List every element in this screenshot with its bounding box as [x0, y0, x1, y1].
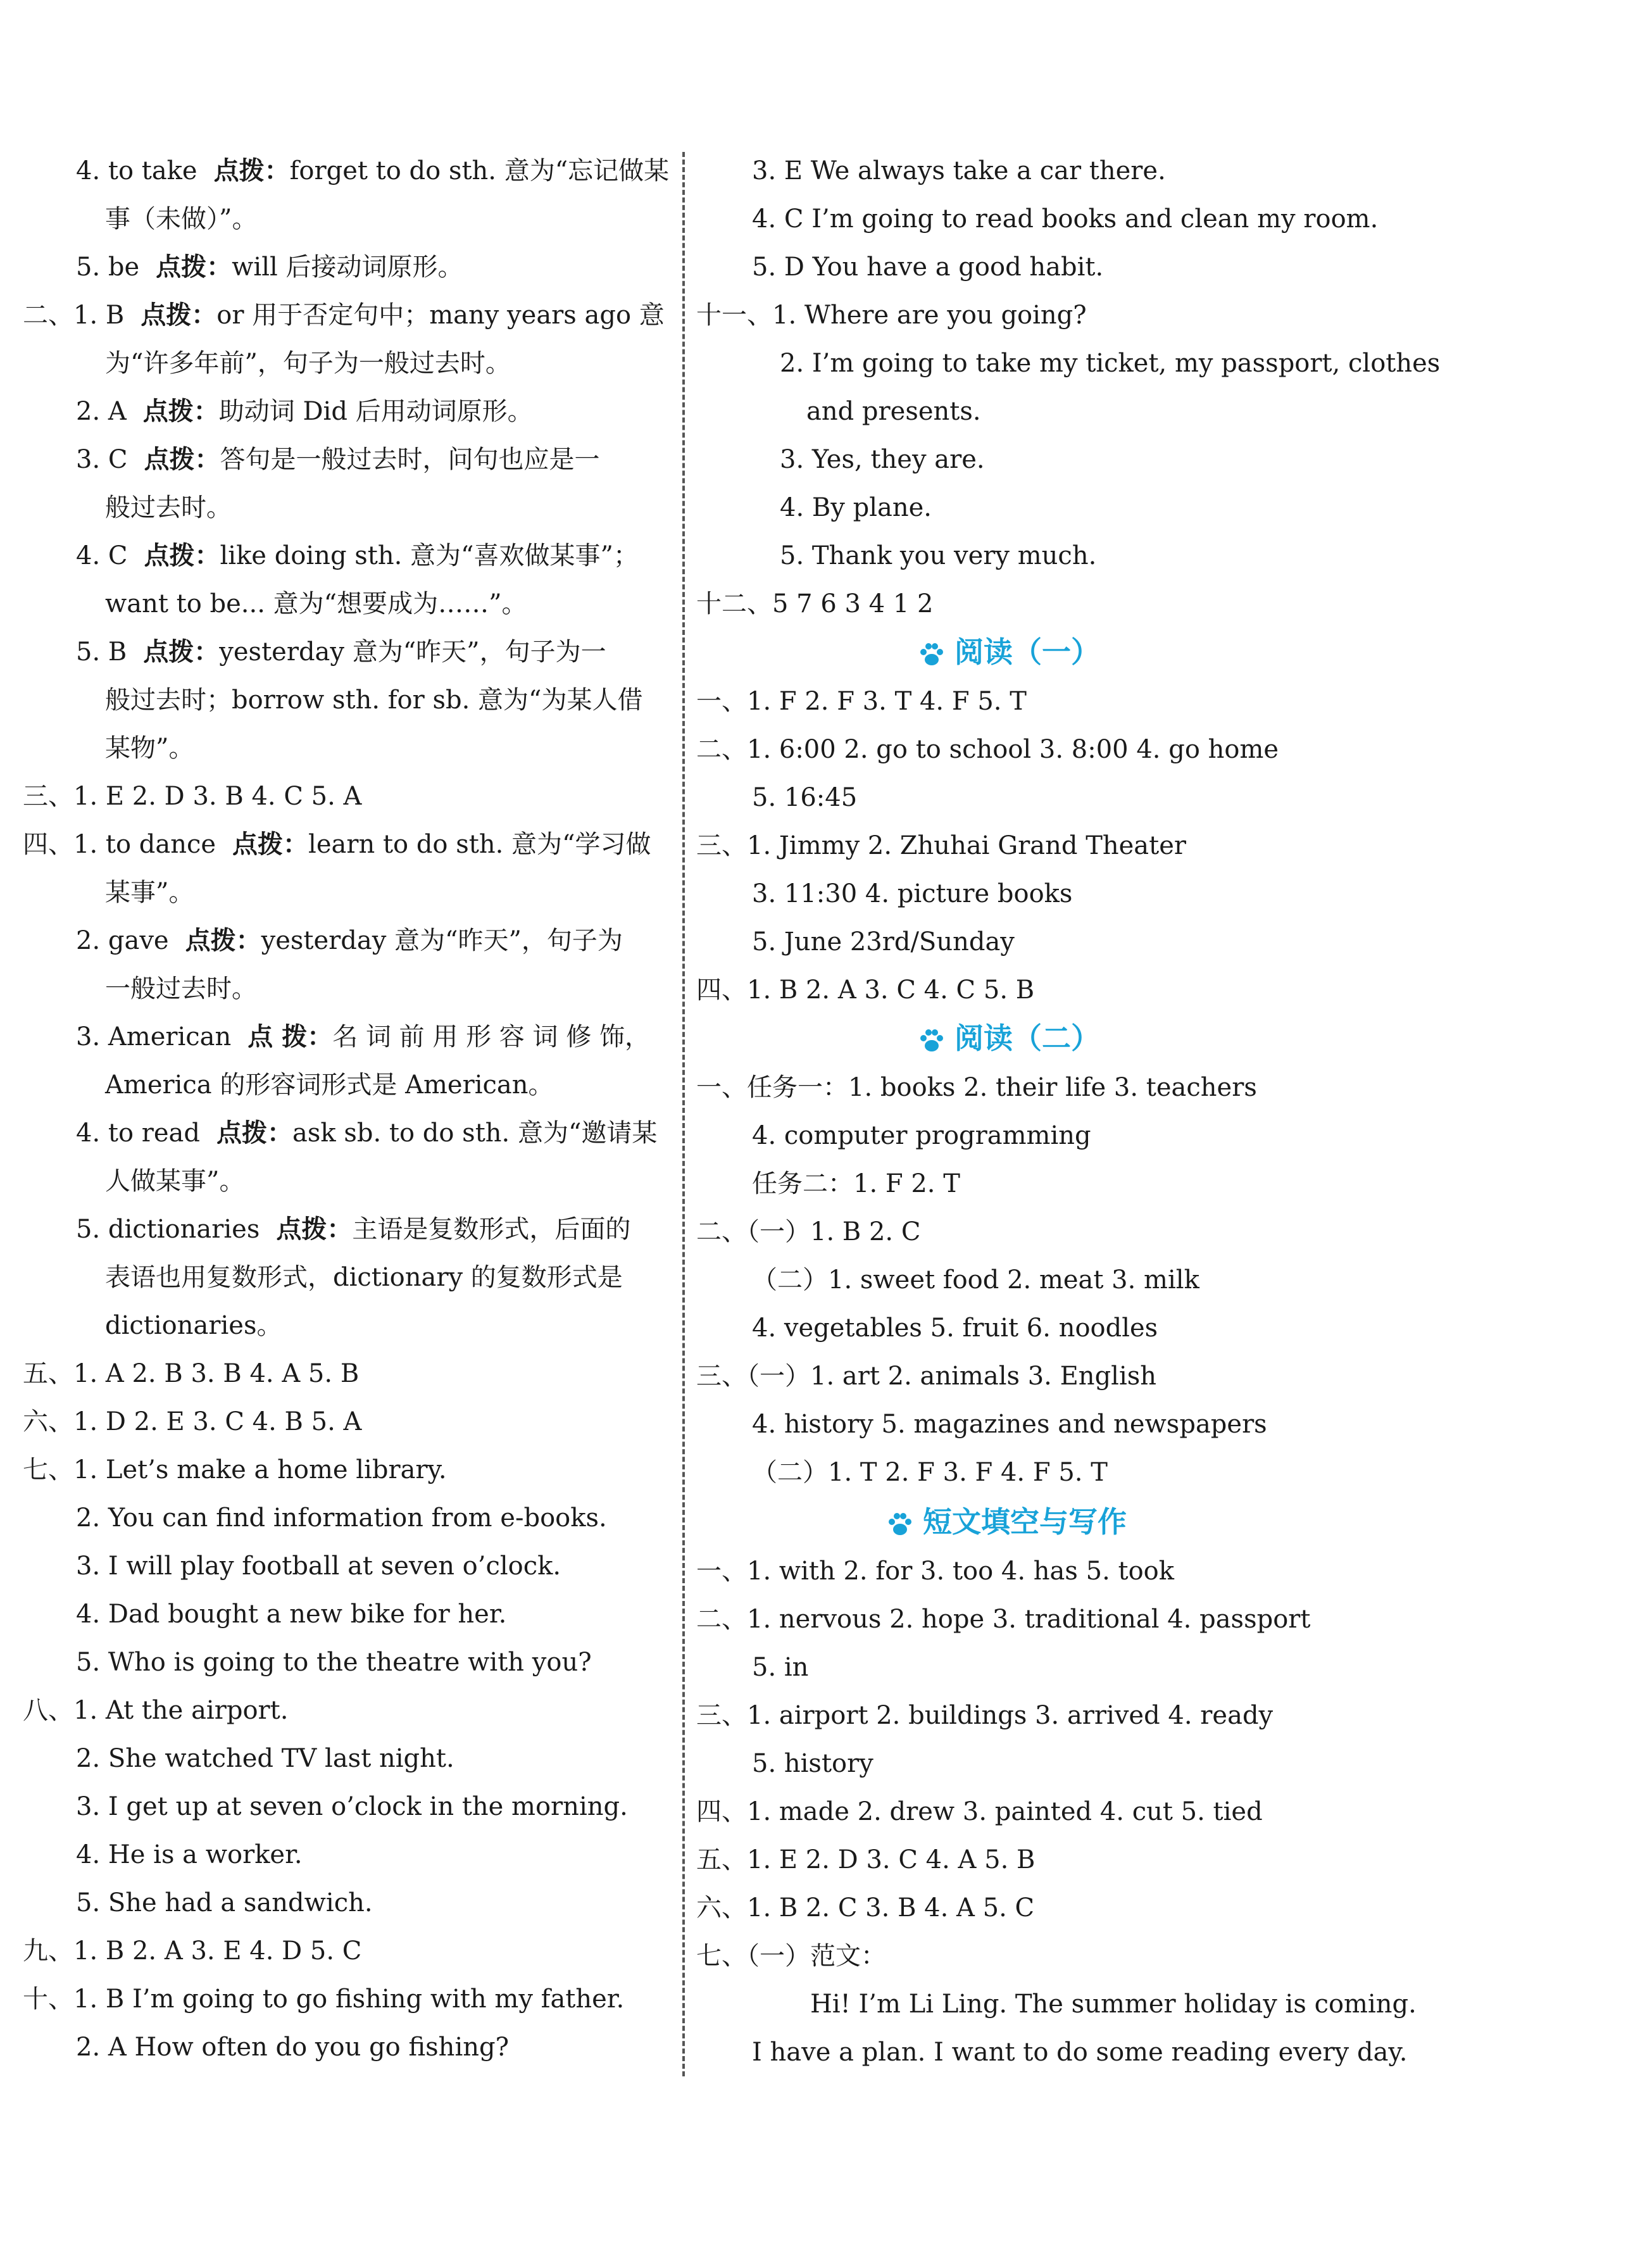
answer-line	[696, 966, 1034, 1014]
paw-icon	[918, 641, 946, 668]
answer-line	[780, 339, 1440, 387]
section-heading-text: 短文填空与写作	[923, 1505, 1127, 1539]
answer-text: 七、1. Let’s make a home library.	[23, 1455, 447, 1484]
answer-line	[752, 1256, 1199, 1304]
answer-line	[105, 339, 511, 387]
answer-text: 5. June 23rd/Sunday	[752, 927, 1015, 957]
answer-line	[105, 1157, 244, 1205]
answer-text: 五、1. A 2. B 3. B 4. A 5. B	[23, 1359, 360, 1388]
answer-text: 2. A How often do you go fishing?	[76, 2033, 510, 2062]
hint-label: 点拨：	[144, 444, 220, 474]
hint-text: 答句是一般过去时，问句也应是一	[220, 445, 600, 474]
answer-line	[76, 532, 639, 580]
answer-text: 二、1. nervous 2. hope 3. traditional 4. passport	[696, 1605, 1311, 1634]
answer-text: 十、1. B I’m going to go fishing with my father.	[23, 1985, 625, 2014]
answer-line	[76, 1638, 592, 1686]
answer-line	[696, 1884, 1034, 1932]
answer-line	[76, 387, 533, 436]
hint-text: 助动词 Did 后用动词原形。	[218, 397, 533, 426]
answer-text: 一、1. with 2. for 3. too 4. has 5. took	[696, 1557, 1174, 1586]
answer-text: 般过去时。	[105, 493, 232, 522]
hint-label: 点拨：	[232, 829, 309, 859]
answer-text: 4. vegetables 5. fruit 6. noodles	[752, 1314, 1158, 1343]
answer-text: 任务二：1. F 2. T	[752, 1169, 960, 1198]
answer-line	[696, 1547, 1174, 1595]
hint-label: 点拨：	[142, 396, 219, 426]
answer-text: 四、1. B 2. A 3. C 4. C 5. B	[696, 976, 1035, 1005]
answer-text: want to be... 意为“想要成为……”。	[105, 589, 527, 618]
answer-text: 4. He is a worker.	[76, 1840, 303, 1869]
hint-text: like doing sth. 意为“喜欢做某事”；	[220, 541, 639, 570]
answer-line	[76, 1879, 373, 1927]
hint-text: learn to do sth. 意为“学习做	[308, 830, 651, 859]
answer-text: （二）1. T 2. F 3. F 4. F 5. T	[752, 1458, 1108, 1487]
answer-line	[23, 1446, 447, 1494]
answer-text: 5. Thank you very much.	[780, 541, 1097, 570]
answer-line	[752, 2028, 1407, 2076]
answer-text: 3. E We always take a car there.	[752, 156, 1166, 185]
hint-label: 点拨：	[185, 925, 261, 955]
answer-text: 八、1. At the airport.	[23, 1696, 289, 1725]
answer-line	[76, 1590, 506, 1638]
answer-line	[696, 1063, 1257, 1112]
hint-label: 点拨：	[141, 300, 217, 330]
answer-text: 2. You can find information from e-books.	[76, 1503, 607, 1533]
answer-text: 4. to read	[76, 1119, 200, 1148]
answer-text: 4. By plane.	[780, 493, 932, 522]
answer-line	[752, 1112, 1091, 1160]
answer-text: 2. gave	[76, 926, 169, 955]
answer-text: 四、1. made 2. drew 3. painted 4. cut 5. tied	[696, 1797, 1263, 1826]
answer-line	[76, 1205, 630, 1253]
answer-line	[76, 147, 669, 195]
answer-text: 4. computer programming	[752, 1121, 1091, 1150]
answer-line	[780, 436, 985, 484]
answer-line	[105, 1061, 554, 1109]
answer-line	[76, 917, 623, 965]
answer-line	[696, 1208, 920, 1256]
answer-text: 5. B	[76, 637, 127, 667]
answer-line	[780, 532, 1096, 580]
answer-text: 二、1. B	[23, 301, 125, 330]
answer-text: 二、1. 6:00 2. go to school 3. 8:00 4. go home	[696, 735, 1279, 764]
answer-text: 十一、1. Where are you going?	[696, 301, 1087, 330]
answer-text: America 的形容词形式是 American。	[105, 1070, 554, 1100]
answer-line	[76, 1013, 650, 1061]
answer-line	[752, 243, 1103, 291]
answer-text: 三、1. E 2. D 3. B 4. C 5. A	[23, 782, 362, 811]
answer-text: 2. A	[76, 397, 127, 426]
answer-line	[76, 628, 606, 676]
answer-text: 2. I’m going to take my ticket, my passport, clothes	[780, 349, 1441, 378]
hint-text: 主语是复数形式，后面的	[352, 1215, 631, 1244]
answer-line	[696, 291, 1087, 339]
answer-text: 5. in	[752, 1653, 809, 1682]
answer-line	[105, 676, 643, 724]
hint-label: 点 拨：	[247, 1022, 333, 1051]
answer-line	[23, 1350, 359, 1398]
answer-line	[105, 195, 257, 243]
answer-text: 3. Yes, they are.	[780, 445, 985, 474]
answer-line	[23, 291, 665, 339]
answer-line	[76, 1831, 303, 1879]
answer-text: dictionaries。	[105, 1311, 282, 1340]
answer-text: 三、1. airport 2. buildings 3. arrived 4. ready	[696, 1701, 1273, 1730]
answer-text: 表语也用复数形式，dictionary 的复数形式是	[105, 1263, 623, 1292]
answer-line	[696, 1788, 1263, 1836]
hint-label: 点拨：	[143, 637, 220, 667]
answer-text: 四、1. to dance	[23, 830, 216, 859]
answer-line	[105, 1302, 282, 1350]
answer-text: 5. D You have a good habit.	[752, 253, 1104, 282]
answer-line	[696, 725, 1279, 774]
answer-text: 某物”。	[105, 734, 194, 763]
answer-text: 事（未做）”。	[105, 204, 258, 234]
answer-line	[752, 774, 857, 822]
answer-text: Hi! I’m Li Ling. The summer holiday is coming.	[810, 1990, 1417, 2019]
answer-text: 十二、5 7 6 3 4 1 2	[696, 589, 934, 618]
answer-text: 5. She had a sandwich.	[76, 1888, 373, 1917]
answer-text: 一、1. F 2. F 3. T 4. F 5. T	[696, 687, 1027, 716]
answer-line	[806, 387, 981, 436]
answer-line	[105, 965, 257, 1013]
paw-icon	[886, 1510, 914, 1538]
hint-text: yesterday 意为“昨天”，句子为一	[219, 637, 606, 667]
answer-text: 某事”。	[105, 878, 194, 907]
answer-line	[696, 1691, 1273, 1740]
answer-line	[810, 1980, 1417, 2028]
answer-text: 般过去时；borrow sth. for sb. 意为“为某人借	[105, 686, 643, 715]
answer-text: 2. She watched TV last night.	[76, 1744, 454, 1773]
answer-text: 4. history 5. magazines and newspapers	[752, 1410, 1267, 1439]
answer-line	[105, 1253, 623, 1302]
section-heading-text: 阅读（一）	[954, 635, 1100, 669]
answer-text: 4. to take	[76, 156, 197, 185]
answer-text: 5. be	[76, 253, 140, 282]
answer-line	[105, 484, 232, 532]
section-heading	[886, 1496, 1127, 1547]
answer-line	[752, 147, 1166, 195]
answer-line	[76, 2023, 509, 2071]
answer-text: 5. history	[752, 1749, 873, 1778]
section-heading-text: 阅读（二）	[954, 1021, 1100, 1055]
section-heading	[918, 1013, 1100, 1063]
hint-label: 点拨：	[213, 156, 290, 185]
answer-line	[23, 1927, 361, 1975]
answer-text: 七、（一）范文：	[696, 1942, 886, 1971]
answer-text: 二、（一）1. B 2. C	[696, 1217, 921, 1246]
answer-line	[76, 1494, 607, 1542]
answer-text: （二）1. sweet food 2. meat 3. milk	[752, 1265, 1199, 1295]
answer-line	[752, 918, 1015, 966]
hint-text: 名 词 前 用 形 容 词 修 饰，	[332, 1022, 650, 1051]
answer-text: I have a plan. I want to do some reading every day.	[752, 2038, 1408, 2067]
answer-line	[76, 1109, 657, 1157]
answer-text: 一、任务一：1. books 2. their life 3. teachers	[696, 1073, 1257, 1102]
hint-text: forget to do sth. 意为“忘记做某	[289, 156, 670, 185]
column-divider	[682, 152, 685, 2076]
answer-text: 六、1. D 2. E 3. C 4. B 5. A	[23, 1407, 362, 1436]
answer-text: 五、1. E 2. D 3. C 4. A 5. B	[696, 1845, 1036, 1874]
hint-label: 点拨：	[144, 541, 220, 570]
answer-line	[76, 1783, 628, 1831]
answer-text: 5. Who is going to the theatre with you?	[76, 1648, 592, 1677]
answer-text: and presents.	[806, 397, 981, 426]
answer-line	[752, 1643, 808, 1691]
answer-line	[752, 1304, 1158, 1352]
answer-text: 5. 16:45	[752, 783, 858, 812]
answer-line	[752, 1740, 873, 1788]
hint-text: or 用于否定句中；many years ago 意	[216, 301, 665, 330]
answer-line	[23, 772, 361, 820]
answer-text: 5. dictionaries	[76, 1215, 260, 1244]
answer-line	[696, 580, 933, 628]
hint-text: yesterday 意为“昨天”，句子为	[261, 926, 623, 955]
answer-line	[105, 580, 527, 628]
answer-line	[23, 1686, 288, 1735]
answer-line	[696, 677, 1027, 725]
answer-line	[696, 1932, 886, 1980]
answer-text: 为“许多年前”，句子为一般过去时。	[105, 349, 511, 378]
answer-line	[76, 436, 599, 484]
answer-text: 九、1. B 2. A 3. E 4. D 5. C	[23, 1936, 362, 1966]
answer-text: 六、1. B 2. C 3. B 4. A 5. C	[696, 1893, 1035, 1923]
section-heading	[918, 627, 1100, 677]
answer-line	[23, 1975, 624, 2023]
answer-text: 人做某事”。	[105, 1167, 245, 1196]
answer-line	[105, 724, 194, 772]
answer-text: 3. I will play football at seven o’clock.	[76, 1552, 561, 1581]
answer-line	[752, 1400, 1267, 1448]
answer-text: 一般过去时。	[105, 974, 257, 1003]
answer-line	[76, 243, 463, 291]
hint-label: 点拨：	[156, 252, 232, 282]
answer-line	[752, 870, 1072, 918]
answer-line	[105, 869, 194, 917]
answer-line	[696, 1595, 1311, 1643]
answer-text: 3. I get up at seven o’clock in the morning.	[76, 1792, 628, 1821]
answer-text: 4. C	[76, 541, 128, 570]
answer-text: 三、（一）1. art 2. animals 3. English	[696, 1362, 1157, 1391]
hint-text: will 后接动词原形。	[232, 253, 463, 282]
paw-icon	[918, 1027, 946, 1055]
answer-text: 4. Dad bought a new bike for her.	[76, 1600, 507, 1629]
answer-text: 三、1. Jimmy 2. Zhuhai Grand Theater	[696, 831, 1187, 860]
answer-text: 3. C	[76, 445, 128, 474]
answer-line	[752, 1160, 960, 1208]
answer-text: 4. C I’m going to read books and clean my room.	[752, 204, 1379, 234]
hint-text: ask sb. to do sth. 意为“邀请某	[292, 1119, 658, 1148]
answer-line	[696, 1352, 1156, 1400]
answer-line	[696, 1836, 1035, 1884]
answer-line	[752, 1448, 1108, 1496]
answer-text: 3. American	[76, 1022, 232, 1051]
hint-label: 点拨：	[276, 1214, 353, 1244]
answer-line	[76, 1542, 561, 1590]
answer-text: 3. 11:30 4. picture books	[752, 879, 1073, 908]
answer-line	[696, 822, 1186, 870]
answer-line	[752, 195, 1378, 243]
hint-label: 点拨：	[216, 1118, 292, 1148]
answer-line	[23, 820, 651, 869]
answer-line	[23, 1398, 361, 1446]
answer-line	[76, 1735, 454, 1783]
answer-line	[780, 484, 932, 532]
